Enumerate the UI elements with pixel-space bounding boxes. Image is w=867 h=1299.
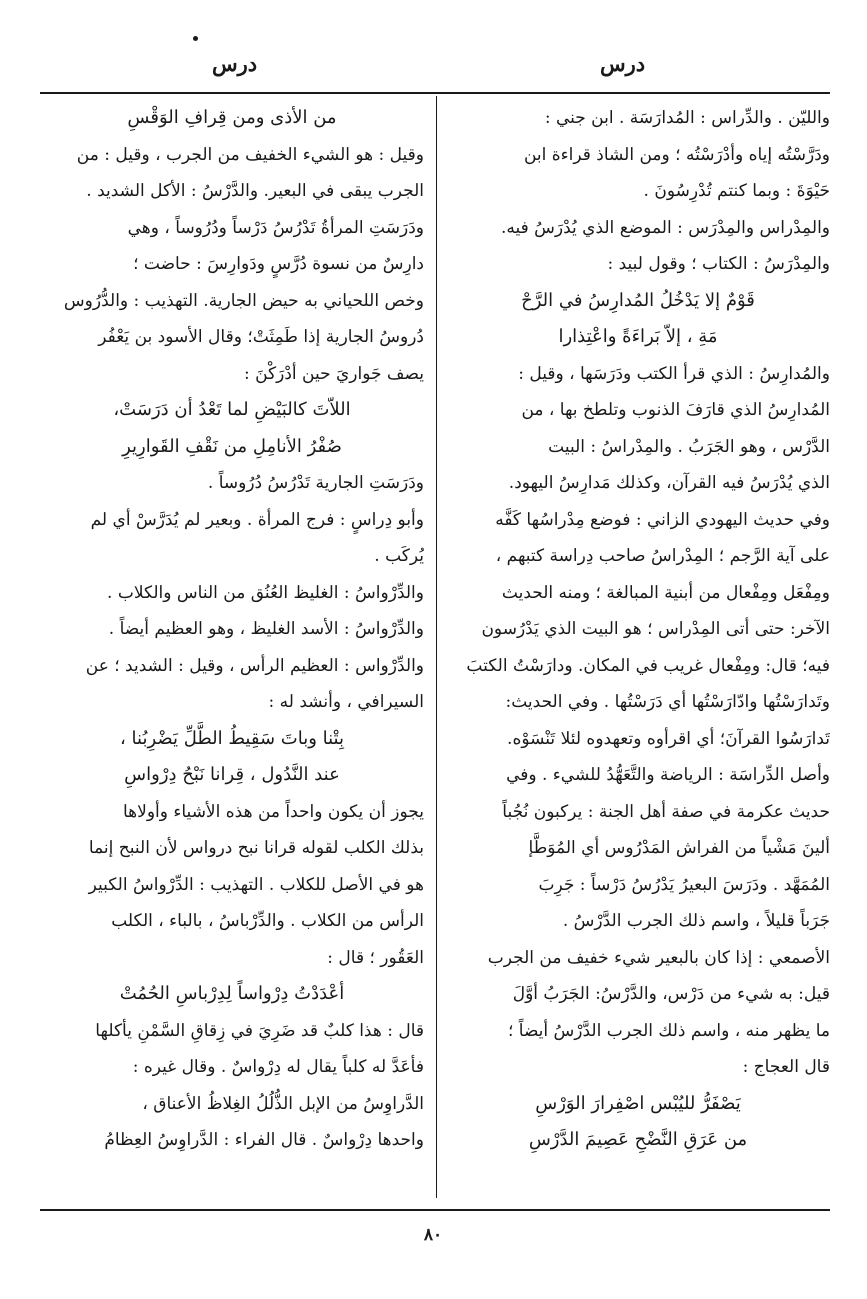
left-column-line: عند النَّدُول ، قِرانا نَبْحُ دِرْواسِ <box>124 764 340 785</box>
left-column-line: والدِّرْواسُ : الأسد الغليظ ، وهو العظيم أيضاً . <box>108 619 424 639</box>
left-column-line: ودَرَسَتِ الجارية تَدْرُسُ دُرُوساً . <box>207 473 424 493</box>
left-column-line: بِتْنا وباتَ سَقِيطُ الطَّلِّ يَضْرِبُنا ، <box>120 727 344 749</box>
running-header-right: درس <box>600 51 646 76</box>
right-column-line: والمُدارِسُ : الذي قرأ الكتب ودَرَسَها ، وقيل : <box>518 363 830 384</box>
left-column-line: هو في الأصل للكلاب . التهذيب : الدِّرْواسُ الكبير <box>88 874 424 895</box>
left-column-line: ودَرَسَتِ المرأةُ تَدْرُسُ دَرْساً ودُرُوساً ، وهي <box>127 217 424 238</box>
right-column-line: ودَرَّسْتُه إياه وأدْرَسْتُه ؛ ومن الشاذ قراءة ابن <box>523 144 830 165</box>
right-column-line: قال العجاج : <box>742 1057 830 1077</box>
left-column-line: دارِسٌ من نسوة دُرَّسٍ ودَوارِسَ : حاضت ؛ <box>133 254 424 274</box>
right-column-line: يَصْفَرُّ لليُبْس اصْفِرارَ الوَرْسِ <box>535 1092 741 1114</box>
right-column-line: فيه؛ قال: ومِفْعال غريب في المكان. ودارَسْتُ الكتبَ <box>466 655 830 676</box>
left-column-line: والدِّرْواسُ : الغليظ العُنُق من الناس والكلاب . <box>107 582 424 603</box>
left-column-line: واحدها دِرْواسٌ . قال الفراء : الدَّراوِسُ العِظامُ <box>104 1130 424 1150</box>
left-column-line: من الأذى ومن قِرافِ الوَقْسِ <box>127 107 337 128</box>
running-header-left: درس <box>212 51 258 76</box>
right-column-line: والمِدْراس والمِدْرَس : الموضع الذي يُدْرَسُ فيه. <box>500 217 830 238</box>
left-column-line: بذلك الكلب لقوله قرانا نبح درواس لأن النبح إنما <box>88 838 424 858</box>
right-column-line: والمِدْرَسُ : الكتاب ؛ وقول لبيد : <box>607 254 830 274</box>
left-column-line: الدَّراوِسُ من الإبل الذُّلُلُ الغِلاظُ الأعناق ، <box>142 1093 424 1114</box>
right-column-line: تَدارَسُوا القرآنَ؛ أي اقرأوه وتعهدوه لئلا تَنْسَوْه. <box>507 728 830 749</box>
right-column-line: ما يظهر منه ، واسم ذلك الجرب الدَّرْسُ أيضاً ؛ <box>507 1020 830 1041</box>
right-column-line: الذي يُدْرَسُ فيه القرآن، وكذلك مَدارِسُ اليهود. <box>508 473 830 493</box>
left-column-line: يُركَب . <box>374 546 424 566</box>
left-column-line: العَقُور ؛ قال : <box>327 947 424 968</box>
right-column-line: ألينَ مَشْياً من الفراش المَدْرُوس أي المُوَطَّإ <box>528 838 830 858</box>
right-column-line: الدَّرْس ، وهو الجَرَبُ . والمِدْراسُ : البيت <box>548 436 830 457</box>
right-column-line: وتَدارَسْتُها وادّارَسْتُها أي دَرَسْتُها . وفي الحديث: <box>505 692 830 712</box>
right-column-line: قيل: به شيء من دَرْس، والدَّرْسُ: الجَرَبُ أوَّلَ <box>512 984 830 1004</box>
left-column-line: الرأس من الكلاب . والدِّرْباسُ ، بالباء ، الكلب <box>111 911 424 931</box>
right-column-line: حديث عكرمة في صفة أهل الجنة : يركبون نُجُباً <box>502 801 830 822</box>
right-column-line: وفي حديث اليهودي الزاني : فوضع مِدْراسُها كَفَّه <box>495 509 830 530</box>
left-column-line: الجرب يبقى في البعير. والدَّرْسُ : الأكل الشديد . <box>86 181 424 201</box>
right-column-line: حَيْوَةَ : وبما كنتم تُدْرِسُونَ . <box>643 181 830 201</box>
left-column-line: صُفْرُ الأنامِلِ من نَقْفِ القَوارِيرِ <box>122 435 342 457</box>
right-column-line: الآخر: حتى أتى المِدْراس ؛ هو البيت الذي يَدْرُسون <box>481 619 830 639</box>
right-column-line: من عَرَقِ النَّضْحِ عَصِيمَ الدَّرْسِ <box>528 1129 748 1150</box>
bottom-rule <box>40 1209 830 1211</box>
left-column-line: أعْدَدْتُ دِرْواساً لِدِرْباسِ الحُمُتْ <box>119 983 345 1004</box>
ink-dot <box>193 36 198 41</box>
right-column <box>446 100 830 1200</box>
left-column-line: والدِّرْواس : العظيم الرأس ، وقيل : الشديد ؛ عن <box>85 655 424 676</box>
left-column-line: وأبو دِراسٍ : فرج المرأة . وبعير لم يُدَرَّسْ أي لم <box>90 509 424 530</box>
left-column-line: فأعَدَّ له كلباً يقال له دِرْواسٌ . وقال غيره : <box>132 1057 424 1077</box>
right-column-line: على آية الرَّجم ؛ المِدْراسُ صاحب دِراسة كتبهم ، <box>495 546 830 566</box>
right-column-line: المُدارِسُ الذي قارَفَ الذنوب وتلطخ بها ، من <box>521 400 830 420</box>
left-column <box>40 100 424 1200</box>
left-column-line: قال : هذا كلبٌ قد ضَرِيَ في زِقاقِ السَّمْنِ يأكلها <box>95 1020 424 1041</box>
left-column-line: وقيل : هو الشيء الخفيف من الجرب ، وقيل : من <box>76 144 424 165</box>
left-column-line: يصف جَواريَ حين أدْرَكْنَ : <box>243 363 424 384</box>
right-column-line: مَةِ ، إلاّ بَراءَةً واعْتِذارا <box>558 326 718 347</box>
right-column-line: المُمَهَّد . ودَرَسَ البعيرُ يَدْرُسُ دَرْساً : جَرِبَ <box>538 874 830 895</box>
right-column-line: قَوْمٌ إلا يَدْخُلُ المُدارِسُ في الرَّحْ <box>521 289 755 311</box>
page-number: ٨٠ <box>423 1225 443 1245</box>
left-column-line: السيرافي ، وأنشد له : <box>268 692 424 712</box>
right-column-line: والليّن . والدِّراس : المُدارَسَة . ابن جني : <box>544 108 830 128</box>
top-rule <box>40 92 830 94</box>
column-divider <box>436 96 437 1198</box>
left-column-line: وخص اللحياني به حيض الجارية. التهذيب : والدُّرُوس <box>63 290 424 311</box>
right-column-line: ومِفْعَل ومِفْعال من أبنية المبالغة ؛ ومنه الحديث <box>501 582 830 603</box>
right-column-line: جَرَباً قليلاً ، واسم ذلك الجرب الدَّرْسُ . <box>562 911 830 931</box>
left-column-line: يجوز أن يكون واحداً من هذه الأشياء وأولاها <box>123 801 424 822</box>
left-column-line: اللاّتَ كالبَيْضِ لما تَعْدُ أن دَرَسَتْ، <box>113 399 351 420</box>
left-column-line: دُروسُ الجارية إذا طَمِثَتْ؛ وقال الأسود بن يَعْفُر <box>98 327 424 347</box>
right-column-line: الأصمعي : إذا كان بالبعير شيء خفيف من الجرب <box>487 947 830 968</box>
right-column-line: وأصل الدِّراسَة : الرياضة والتَّعَهُّدُ للشيء . وفي <box>506 765 830 785</box>
